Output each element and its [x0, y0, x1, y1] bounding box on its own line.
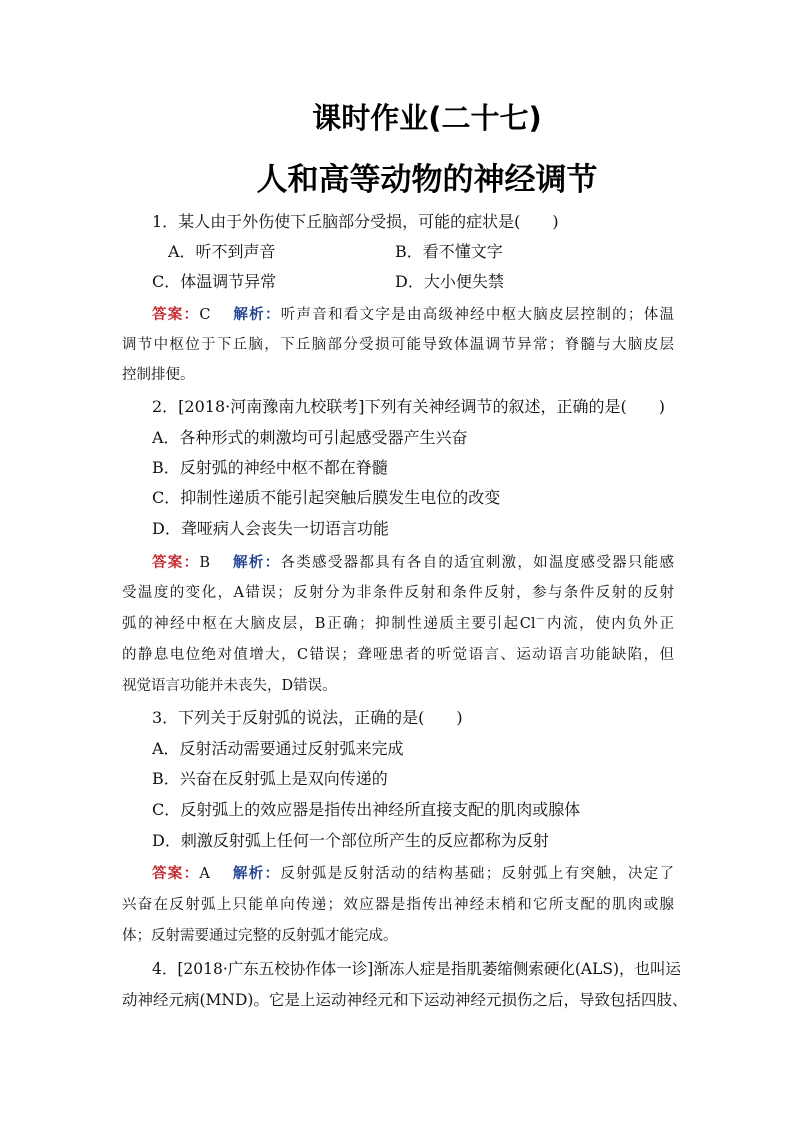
question-3-option-b: B．兴奋在反射弧上是双向传递的 — [152, 769, 388, 788]
question-3-analysis-line-3: 体；反射需要通过完整的反射弧才能完成。 — [122, 928, 398, 944]
question-1-option-c: C．体温调节异常 — [152, 272, 277, 291]
question-2-option-a: A．各种形式的刺激均可引起感受器产生兴奋 — [152, 428, 468, 447]
question-2-option-c: C．抑制性递质不能引起突触后膜发生电位的改变 — [152, 488, 501, 507]
question-1-option-d: D．大小便失禁 — [395, 272, 504, 291]
answer-value: B — [199, 555, 211, 571]
question-2-option-b: B．反射弧的神经中枢不都在脊髓 — [152, 458, 388, 477]
question-1-option-b: B．看不懂文字 — [395, 242, 503, 261]
answer-value: A — [199, 866, 210, 882]
question-1-analysis-line-1 — [152, 303, 674, 327]
question-2-analysis-line-4: 的静息电位绝对值增大，C错误；聋哑患者的听觉语言、运动语言功能缺陷，但 — [122, 647, 674, 663]
question-2-analysis-line-2: 受温度的变化，A错误；反射分为非条件反射和条件反射，参与条件反射的反射 — [122, 585, 674, 601]
question-2-stem: 2．[2018·河南豫南九校联考]下列有关神经调节的叙述，正确的是( ) — [152, 397, 665, 416]
question-1-options-cd — [152, 270, 674, 294]
analysis-label: 解析： — [232, 866, 281, 882]
question-1-options-ab — [168, 240, 690, 264]
question-2-analysis-line-3 — [122, 612, 674, 636]
question-3-analysis-line-2: 兴奋在反射弧上只能单向传递；效应器是指传出神经末梢和它所支配的肌肉或腺 — [122, 897, 674, 913]
analysis-label: 解析： — [233, 555, 281, 571]
question-4-stem-line-2: 动神经元病(MND)。它是上运动神经元和下运动神经元损伤之后，导致包括四肢、 — [122, 991, 688, 1009]
question-2-analysis-line-5: 视觉语言功能并未丧失，D错误。 — [122, 678, 337, 694]
question-1-analysis-line-3: 控制排便。 — [122, 367, 195, 383]
question-3-stem: 3．下列关于反射弧的说法，正确的是( ) — [152, 708, 463, 727]
analysis-text: 反射弧是反射活动的结构基础；反射弧上有突触，决定了 — [280, 866, 675, 882]
analysis-label: 解析： — [233, 307, 281, 323]
answer-label: 答案： — [152, 866, 200, 882]
analysis-text: 各类感受器都具有各自的适宜刺激，如温度感受器只能感 — [280, 555, 675, 571]
question-2-option-d: D．聋哑病人会丧失一切语言功能 — [152, 519, 389, 538]
question-2-analysis-line-1 — [152, 551, 674, 575]
superscript-charge: － — [535, 614, 546, 626]
question-1-option-a: A．听不到声音 — [168, 242, 276, 261]
answer-value: C — [199, 307, 211, 323]
answer-label: 答案： — [152, 555, 200, 571]
page-subtitle: 人和高等动物的神经调节 — [256, 162, 598, 198]
question-3-option-a: A．反射活动需要通过反射弧来完成 — [152, 739, 404, 758]
question-3-analysis-line-1 — [152, 862, 674, 886]
page-title: 课时作业(二十七) — [312, 101, 542, 135]
answer-label: 答案： — [152, 307, 200, 323]
analysis-text: 弧的神经中枢在大脑皮层，B正确；抑制性递质主要引起Cl — [122, 616, 536, 632]
question-1-stem: 1．某人由于外伤使下丘脑部分受损，可能的症状是( ) — [152, 212, 559, 231]
question-4-stem-line-1: 4．[2018·广东五校协作体一诊]渐冻人症是指肌萎缩侧索硬化(ALS)，也叫运 — [152, 960, 682, 978]
question-3-option-d: D．刺激反射弧上任何一个部位所产生的反应都称为反射 — [152, 831, 549, 850]
analysis-text: 听声音和看文字是由高级神经中枢大脑皮层控制的；体温 — [280, 307, 674, 323]
question-1-analysis-line-2: 调节中枢位于下丘脑，下丘脑部分受损可能导致体温调节异常；脊髓与大脑皮层 — [122, 337, 674, 353]
question-3-option-c: C．反射弧上的效应器是指传出神经所直接支配的肌肉或腺体 — [152, 800, 581, 819]
analysis-text: 内流，使内负外正 — [545, 616, 674, 632]
